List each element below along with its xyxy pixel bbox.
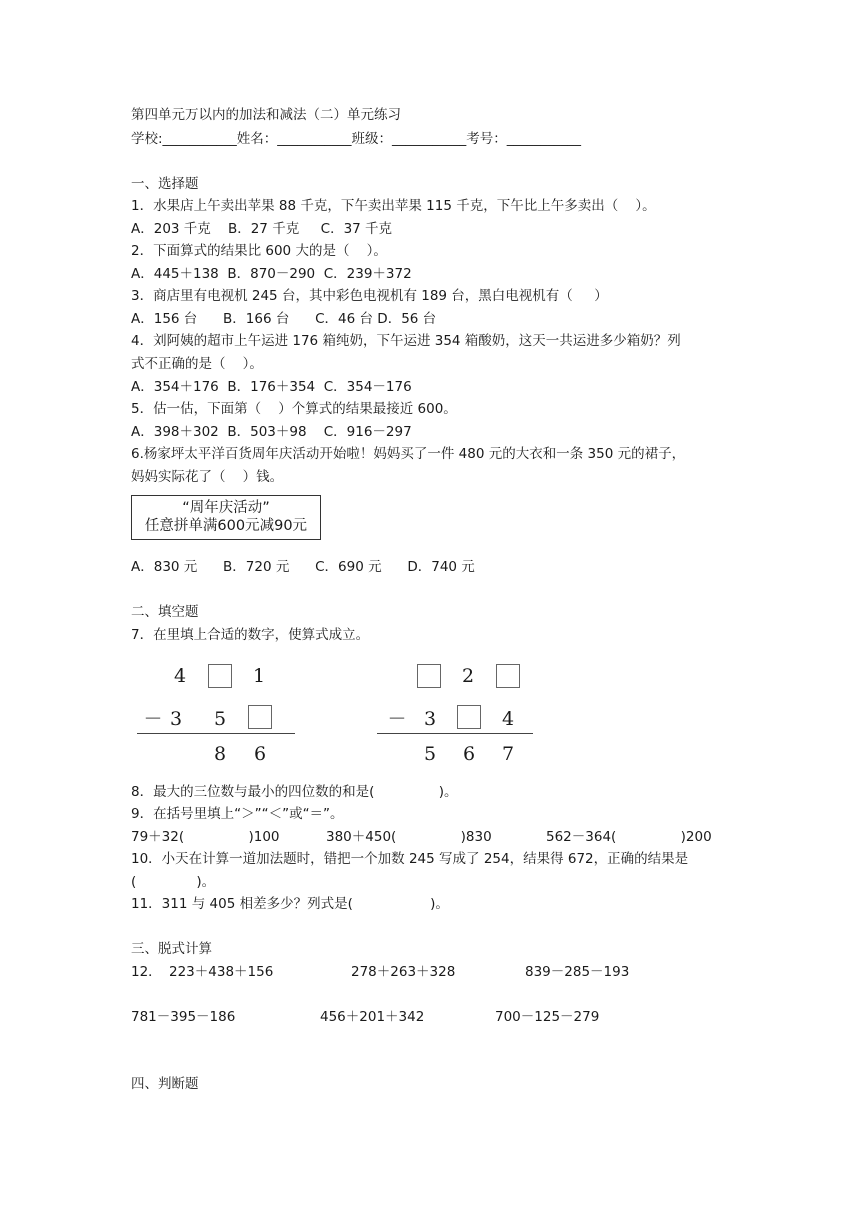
question-1: 1．水果店上午卖出苹果 88 千克，下午卖出苹果 115 千克，下午比上午多卖出（ ）。 — [131, 198, 656, 214]
question-8: 8．最大的三位数与最小的四位数的和是( )。 — [131, 784, 458, 800]
calc-expression: 456＋201＋342 — [320, 1009, 425, 1025]
digit: 3 — [169, 708, 183, 730]
minus-sign: － — [143, 708, 163, 730]
digit: 2 — [461, 665, 475, 687]
question-11: 11．311 与 405 相差多少？列式是( )。 — [131, 896, 449, 912]
question-1-options: A．203 千克 B．27 千克 C．37 千克 — [131, 221, 393, 237]
digit: 5 — [423, 743, 437, 765]
question-12-label: 12． — [131, 964, 162, 980]
question-3: 3．商店里有电视机 245 台，其中彩色电视机有 189 台，黑白电视机有（ ） — [131, 288, 608, 304]
question-5: 5．估一估，下面第（ ）个算式的结果最接近 600。 — [131, 401, 457, 417]
blank-box[interactable] — [417, 664, 441, 688]
blank-box[interactable] — [457, 705, 481, 729]
digit: 1 — [252, 665, 266, 687]
question-4-line2: 式不正确的是（ ）。 — [131, 356, 263, 372]
promo-box — [131, 495, 321, 540]
section-heading-calc: 三、脱式计算 — [131, 941, 212, 957]
student-info-line: 学校:___________姓名：___________班级：___________考号：___________ — [131, 131, 582, 147]
digit: 3 — [423, 708, 437, 730]
sum-rule — [377, 733, 533, 734]
blank-box[interactable] — [496, 664, 520, 688]
compare-item-1: 79＋32( )100 — [131, 829, 280, 845]
question-10-line1: 10．小天在计算一道加法题时，错把一个加数 245 写成了 254，结果得 672，正确的结果是 — [131, 851, 689, 867]
compare-item-3: 562－364( )200 — [546, 829, 712, 845]
digit: 8 — [213, 743, 227, 765]
question-3-options: A．156 台 B．166 台 C．46 台 D．56 台 — [131, 311, 437, 327]
question-2-options: A．445＋138 B．870－290 C．239＋372 — [131, 266, 412, 282]
calc-expression: 839－285－193 — [525, 964, 630, 980]
blank-box[interactable] — [248, 705, 272, 729]
calc-expression: 700－125－279 — [495, 1009, 600, 1025]
section-heading-judge: 四、判断题 — [131, 1076, 199, 1092]
question-2: 2．下面算式的结果比 600 大的是（ ）。 — [131, 243, 387, 259]
question-10-line2: ( )。 — [131, 874, 216, 890]
digit: 6 — [462, 743, 476, 765]
promo-title: “周年庆活动” — [182, 500, 270, 516]
calc-expression: 781－395－186 — [131, 1009, 236, 1025]
minus-sign: － — [387, 708, 407, 730]
question-6-options: A．830 元 B．720 元 C．690 元 D．740 元 — [131, 559, 475, 575]
section-heading-fill: 二、填空题 — [131, 604, 199, 620]
digit: 6 — [253, 743, 267, 765]
question-5-options: A．398＋302 B．503＋98 C．916－297 — [131, 424, 412, 440]
promo-rule: 任意拼单满600元减90元 — [144, 518, 308, 534]
question-9: 9．在括号里填上“＞”“＜”或“＝”。 — [131, 806, 344, 822]
compare-item-2: 380＋450( )830 — [326, 829, 492, 845]
question-7: 7．在里填上合适的数字，使算式成立。 — [131, 627, 370, 643]
digit: 5 — [213, 708, 227, 730]
worksheet-title: 第四单元万以内的加法和减法（二）单元练习 — [131, 107, 401, 123]
question-4-line1: 4．刘阿姨的超市上午运进 176 箱纯奶，下午运进 354 箱酸奶，这天一共运进多少箱奶？列 — [131, 333, 681, 349]
sum-rule — [137, 733, 295, 734]
blank-box[interactable] — [208, 664, 232, 688]
calc-expression: 223＋438＋156 — [169, 964, 274, 980]
digit: 7 — [501, 743, 515, 765]
calc-expression: 278＋263＋328 — [351, 964, 456, 980]
digit: 4 — [173, 665, 187, 687]
digit: 4 — [501, 708, 515, 730]
question-6-line2: 妈妈实际花了（ ）钱。 — [131, 469, 284, 485]
question-6-line1: 6.杨家坪太平洋百货周年庆活动开始啦！妈妈买了一件 480 元的大衣和一条 350 元的裙子， — [131, 446, 686, 462]
question-4-options: A．354＋176 B．176＋354 C．354－176 — [131, 379, 412, 395]
section-heading-choice: 一、选择题 — [131, 176, 199, 192]
